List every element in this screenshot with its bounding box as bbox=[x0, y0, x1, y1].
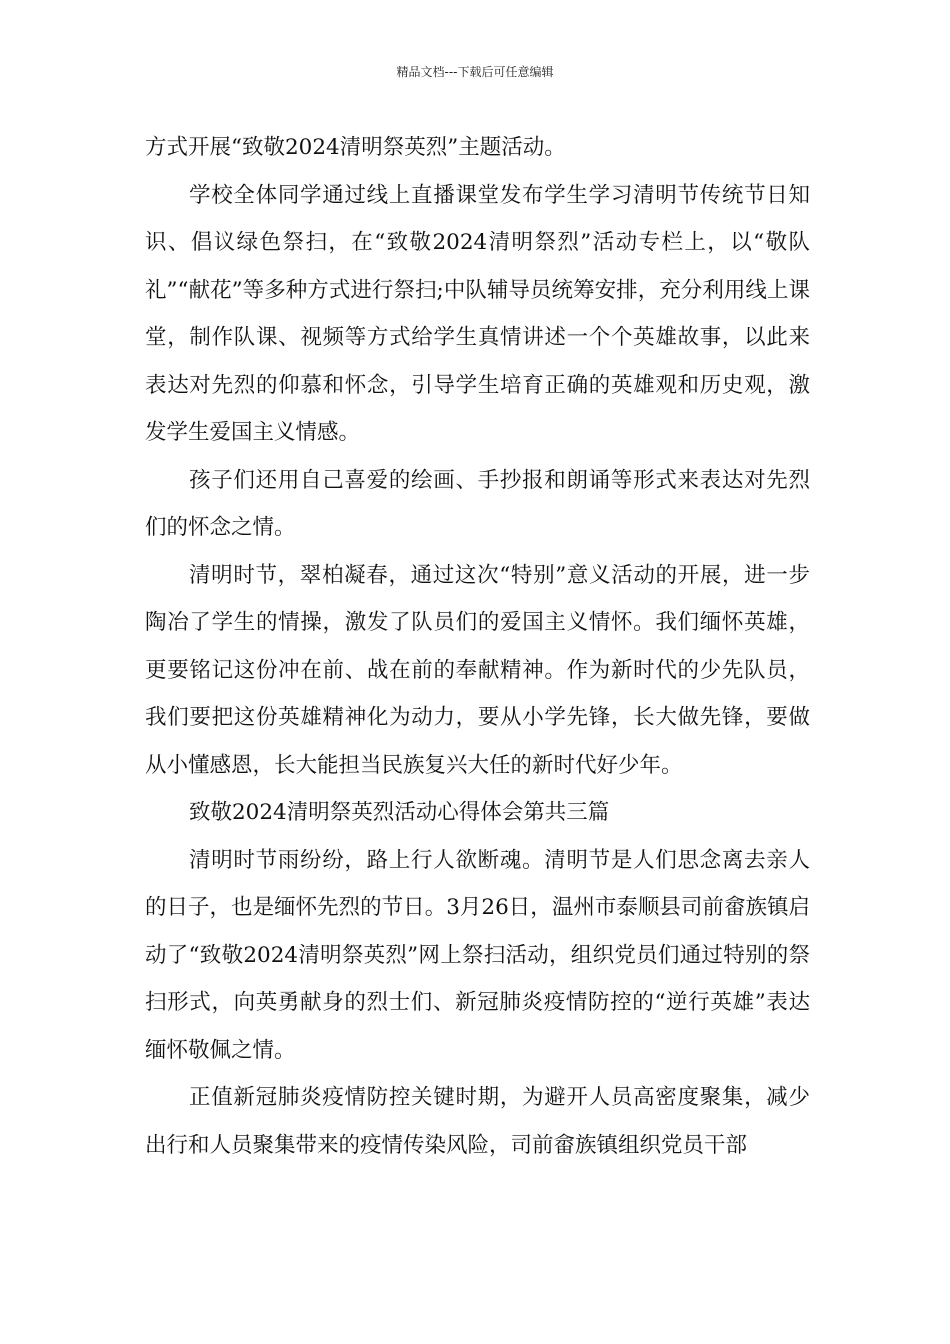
paragraph-6: 正值新冠肺炎疫情防控关键时期，为避开人员高密度聚集，减少出行和人员聚集带来的疫情传染风险，司前畲族镇组织党员干部 bbox=[145, 1085, 810, 1158]
page-header: 精品文档---下载后可任意编辑 bbox=[396, 65, 554, 79]
paragraph-5: 清明时节雨纷纷，路上行人欲断魂。清明节是人们思念离去亲人的日子，也是缅怀先烈的节日。3月26日，温州市泰顺县司前畲族镇启动了“致敬2024清明祭英烈”网上祭扫活动，组织党员们通过特别的祭扫形式，向英勇献身的烈士们、新冠肺炎疫情防控的“逆行英雄”表达缅怀敬佩之情。 bbox=[145, 847, 810, 1063]
paragraph-1: 方式开展“致敬2024清明祭英烈”主题活动。 bbox=[145, 135, 566, 160]
paragraph-3: 孩子们还用自己喜爱的绘画、手抄报和朗诵等形式来表达对先烈们的怀念之情。 bbox=[145, 467, 810, 540]
section-heading: 致敬2024清明祭英烈活动心得体会第共三篇 bbox=[189, 800, 610, 825]
document-body bbox=[145, 124, 810, 1169]
paragraph-2: 学校全体同学通过线上直播课堂发布学生学习清明节传统节日知识、倡议绿色祭扫，在“致敬2024清明祭烈”活动专栏上，以“敬队礼”“献花”等多种方式进行祭扫;中队辅导员统筹安排，充分利用线上课堂，制作队课、视频等方式给学生真情讲述一个个英雄故事，以此来表达对先烈的仰慕和怀念，引导学生培育正确的英雄观和历史观，激发学生爱国主义情感。 bbox=[145, 182, 810, 445]
paragraph-4: 清明时节，翠柏凝春，通过这次“特别”意义活动的开展，进一步陶冶了学生的情操，激发了队员们的爱国主义情怀。我们缅怀英雄，更要铭记这份冲在前、战在前的奉献精神。作为新时代的少先队员，我们要把这份英雄精神化为动力，要从小学先锋，长大做先锋，要做从小懂感恩，长大能担当民族复兴大任的新时代好少年。 bbox=[145, 562, 810, 778]
